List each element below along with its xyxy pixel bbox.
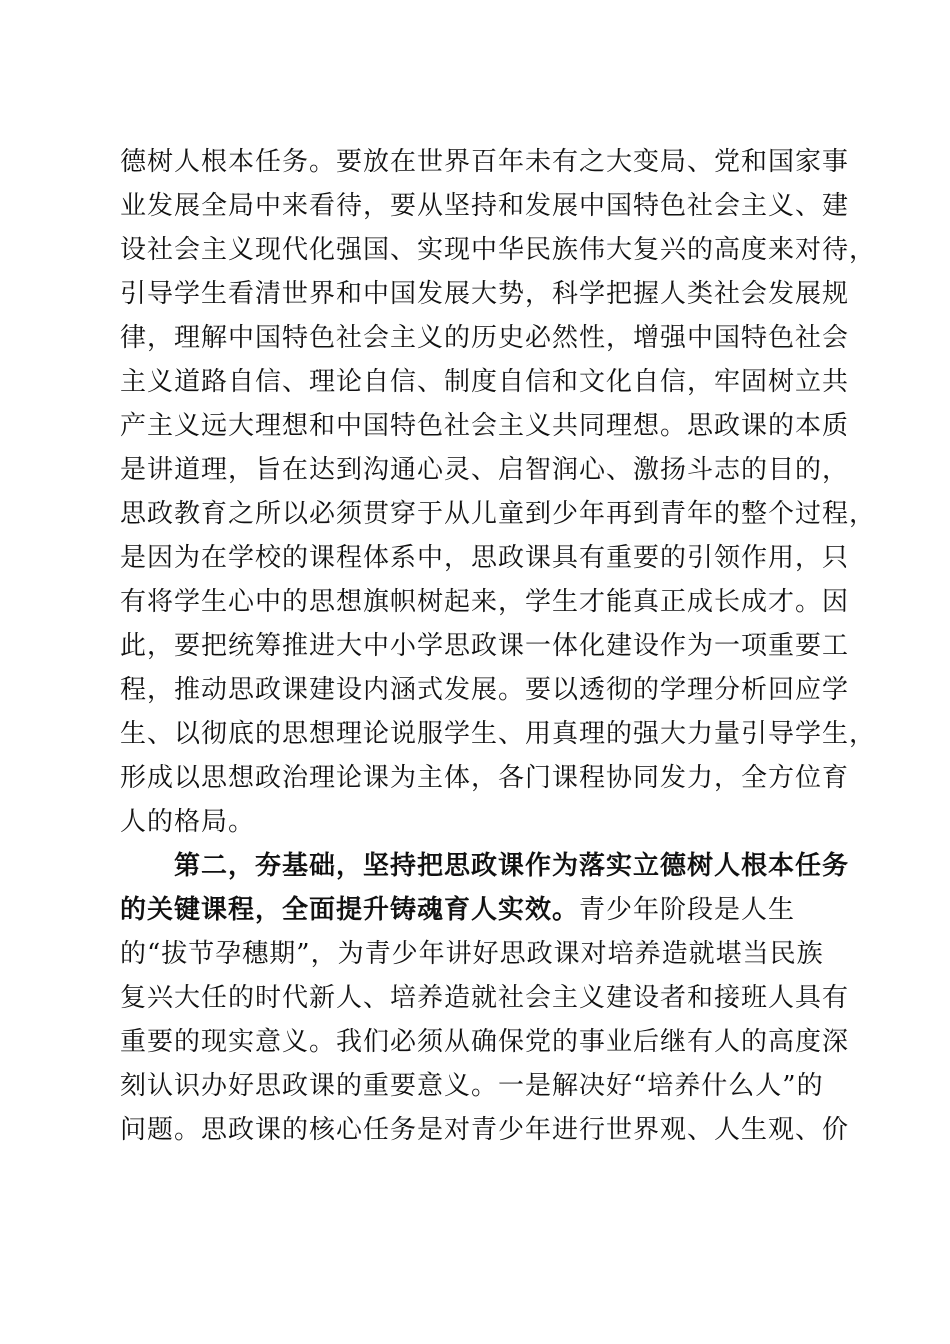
text-line: 是因为在学校的课程体系中，思政课具有重要的引领作用，只 [120, 543, 850, 573]
section-heading-bold: 的关键课程，全面提升铸魂育人实效。 [120, 895, 580, 925]
text-line: 生、以彻底的思想理论说服学生、用真理的强大力量引导学生， [120, 719, 877, 749]
text-line: 人的格局。 [120, 807, 256, 837]
text-line: 产主义远大理想和中国特色社会主义共同理想。思政课的本质 [120, 411, 850, 441]
text-line: 是讲道理，旨在达到沟通心灵、启智润心、激扬斗志的目的， [120, 455, 850, 485]
text-line: 问题。思政课的核心任务是对青少年进行世界观、人生观、价 [120, 1115, 850, 1145]
section-heading-line: 第二，夯基础，坚持把思政课作为落实立德树人根本任务 [174, 851, 850, 881]
text-line: 设社会主义现代化强国、实现中华民族伟大复兴的高度来对待， [120, 235, 877, 265]
text-line: 思政教育之所以必须贯穿于从儿童到少年再到青年的整个过程， [120, 499, 877, 529]
text-line: 律，理解中国特色社会主义的历史必然性，增强中国特色社会 [120, 323, 850, 353]
text-line: 业发展全局中来看待，要从坚持和发展中国特色社会主义、建 [120, 191, 850, 221]
text-line: 此，要把统筹推进大中小学思政课一体化建设作为一项重要工 [120, 631, 850, 661]
text-line: 刻认识办好思政课的重要意义。一是解决好“培养什么人”的 [120, 1071, 824, 1101]
section-heading-line-2 [120, 888, 795, 932]
text-line: 引导学生看清世界和中国发展大势，科学把握人类社会发展规 [120, 279, 850, 309]
text-line: 有将学生心中的思想旗帜树起来，学生才能真正成长成才。因 [120, 587, 850, 617]
text-line: 主义道路自信、理论自信、制度自信和文化自信，牢固树立共 [120, 367, 850, 397]
text-line: 德树人根本任务。要放在世界百年未有之大变局、党和国家事 [120, 147, 850, 177]
section-heading-rest: 青少年阶段是人生 [579, 895, 796, 925]
text-line: 重要的现实意义。我们必须从确保党的事业后继有人的高度深 [120, 1027, 850, 1057]
text-line: 程，推动思政课建设内涵式发展。要以透彻的学理分析回应学 [120, 675, 850, 705]
text-line: 的“拔节孕穗期”，为青少年讲好思政课对培养造就堪当民族 [120, 939, 824, 969]
text-line: 复兴大任的时代新人、培养造就社会主义建设者和接班人具有 [120, 983, 850, 1013]
text-line: 形成以思想政治理论课为主体，各门课程协同发力，全方位育 [120, 763, 850, 793]
